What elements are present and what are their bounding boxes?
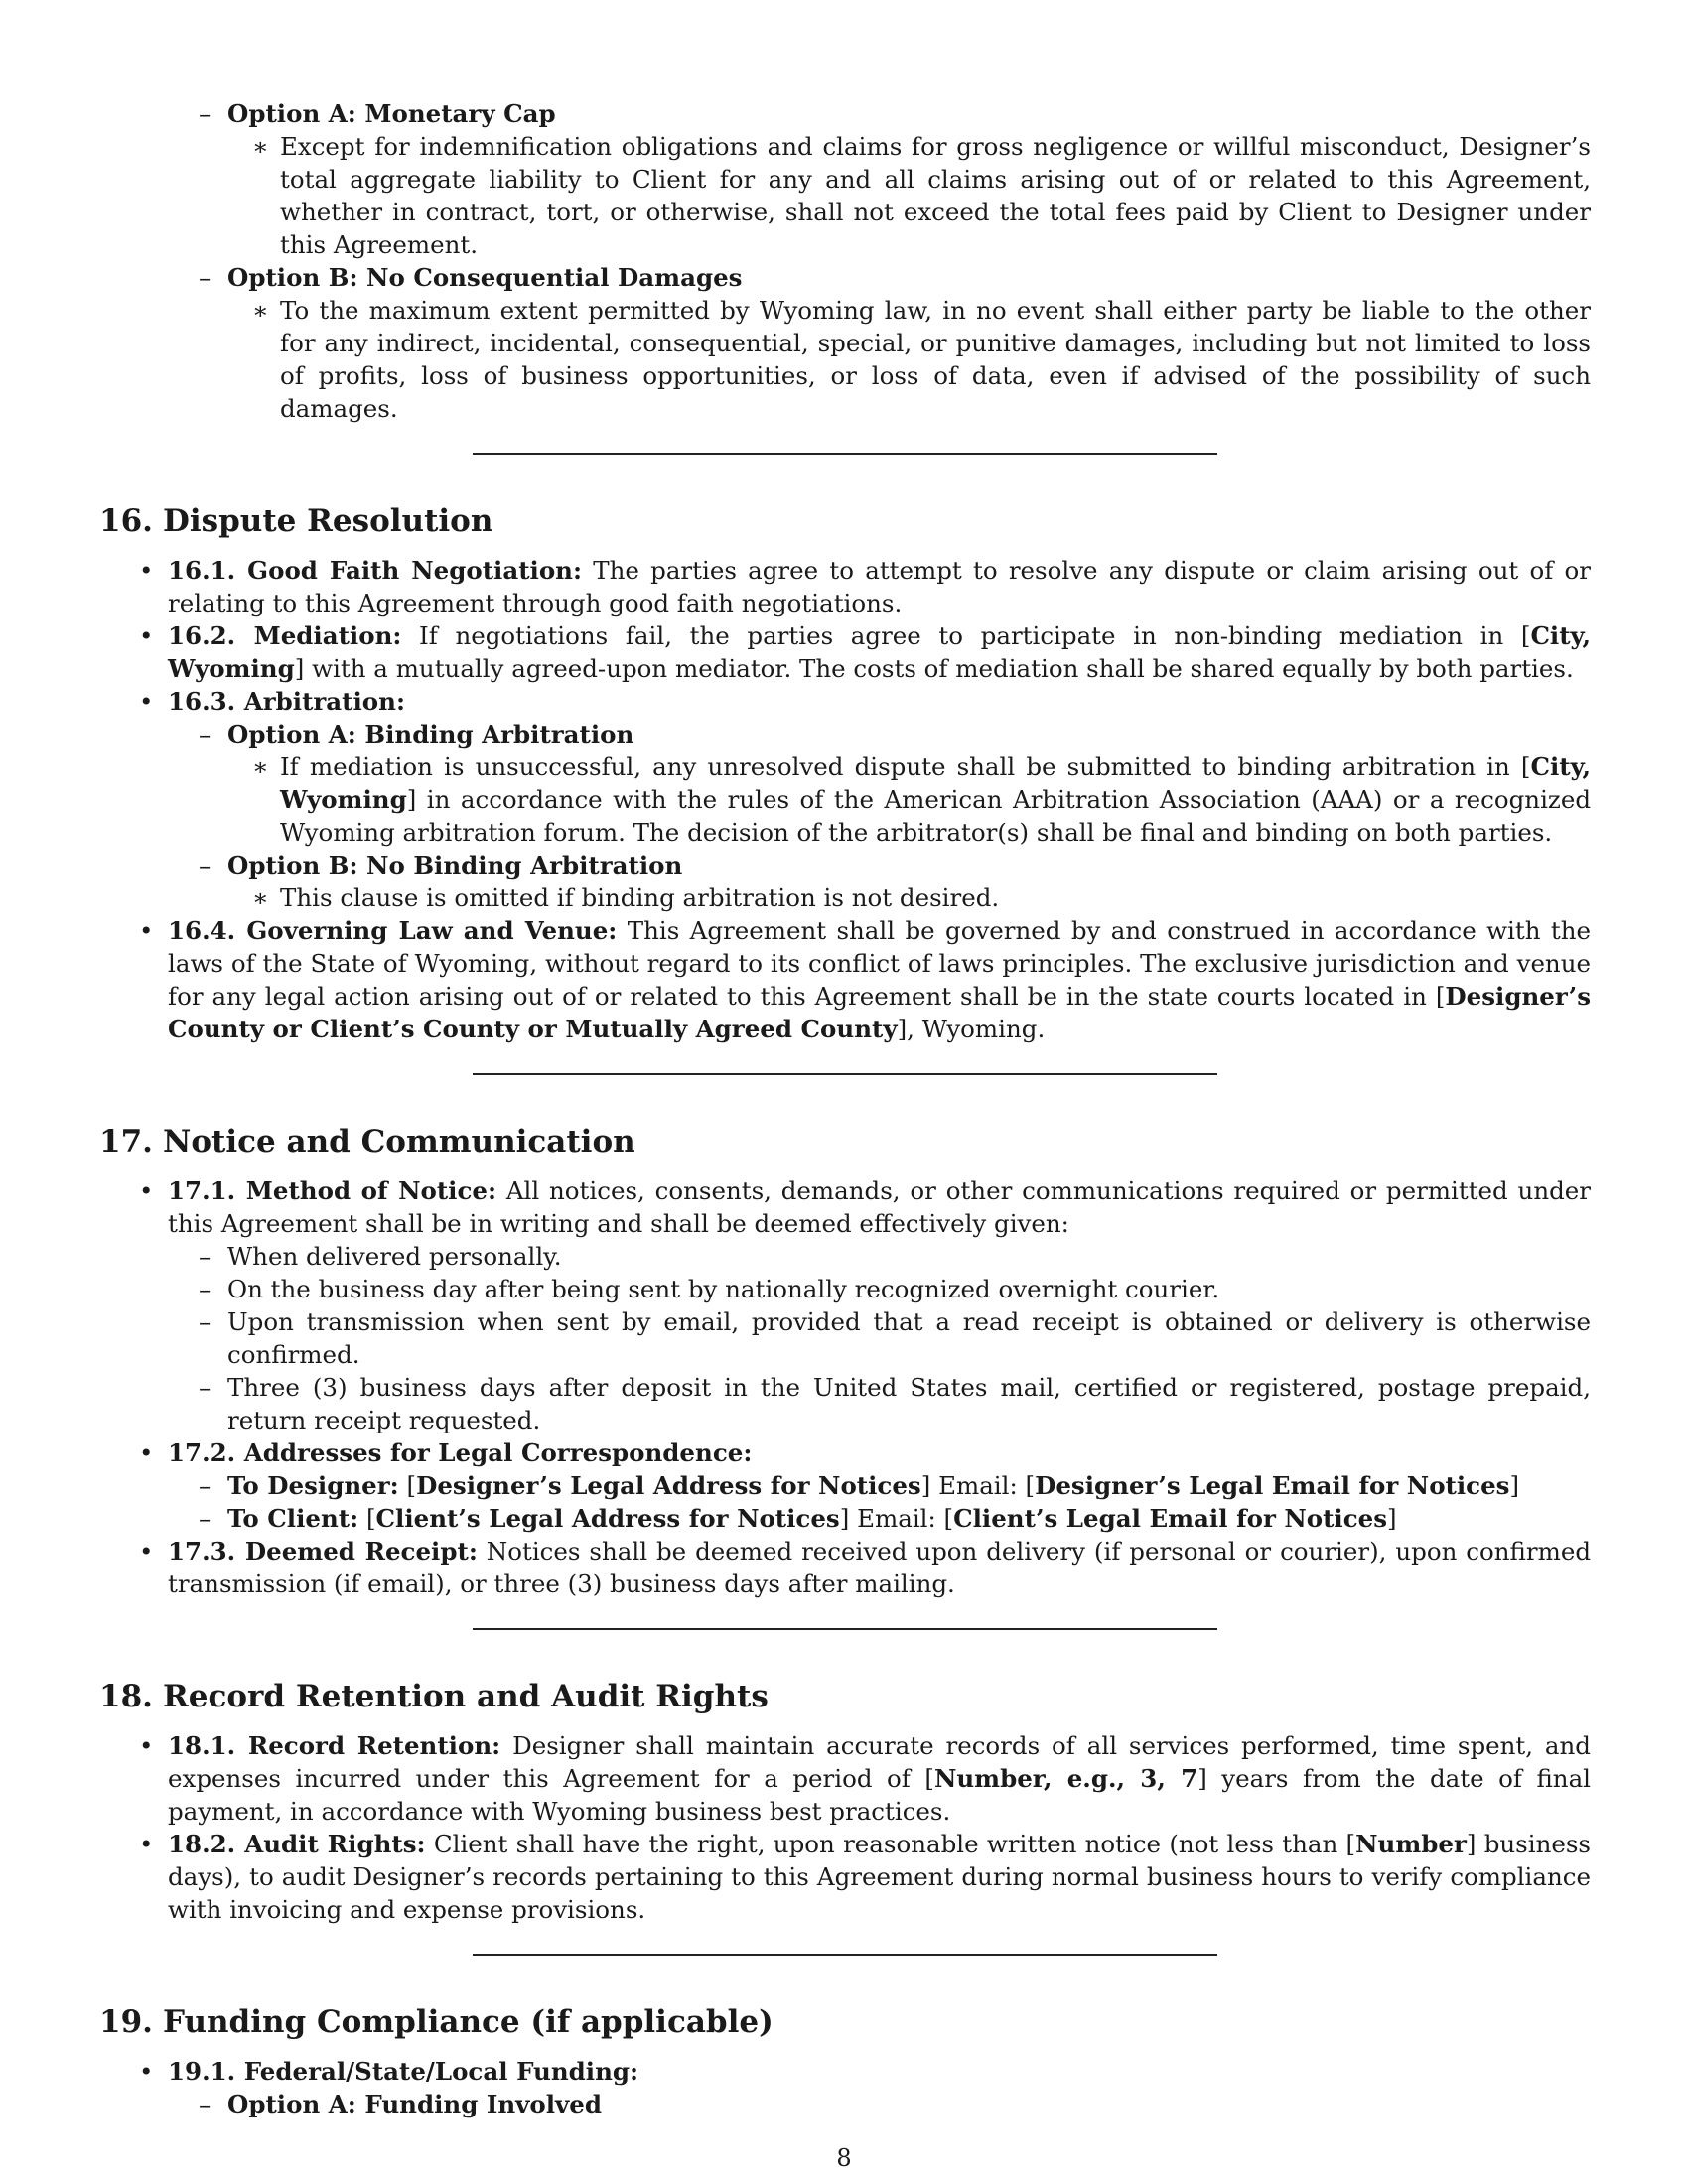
item-16-3-option-a-text: ∗ If mediation is unsuccessful, any unresolved dispute shall be submitted to binding arbitration in [City, Wyoming] in accordance with the rules of the American Arbitration Association (AAA) or a recognized Wyoming arbitration forum. The decision of the arbitrator(s) shall be final and binding on both parties. [99, 751, 1591, 849]
item-18-2: • 18.2. Audit Rights: Client shall have the right, upon reasonable written notice (not less than [Number] business days), to audit Designer’s records pertaining to this Agreement during normal business hours to verify compliance with invoicing and expense provisions. [99, 1828, 1591, 1926]
page-content [99, 97, 1591, 2120]
option-b-text: ∗ To the maximum extent permitted by Wyoming law, in no event shall either party be liable to the other for any indirect, incidental, consequential, special, or punitive damages, including but not limited to loss of profits, loss of business opportunities, or loss of data, even if advised of the possibility of such damages. [99, 294, 1591, 425]
section-17-heading: 17. Notice and Communication [99, 1124, 635, 1160]
item-16-3-option-b-text: ∗ This clause is omitted if binding arbitration is not desired. [99, 882, 1591, 914]
address-to-client: – To Client: [Client’s Legal Address for Notices] Email: [Client’s Legal Email for Notices] [99, 1502, 1591, 1535]
item-19-1-option-a: – Option A: Funding Involved [99, 2088, 1591, 2120]
item-16-3-option-b: – Option B: No Binding Arbitration [99, 849, 1591, 882]
option-a-monetary-cap: – Option A: Monetary Cap [99, 97, 1591, 130]
item-17-3: • 17.3. Deemed Receipt: Notices shall be deemed received upon delivery (if personal or courier), upon confirmed transmission (if email), or three (3) business days after mailing. [99, 1535, 1591, 1600]
item-16-3-option-a: – Option A: Binding Arbitration [99, 718, 1591, 751]
item-17-1: • 17.1. Method of Notice: All notices, consents, demands, or other communications required or permitted under this Agreement shall be in writing and shall be deemed effectively given: [99, 1174, 1591, 1240]
item-19-1: • 19.1. Federal/State/Local Funding: [99, 2055, 1591, 2088]
section-16-heading: 16. Dispute Resolution [99, 503, 493, 539]
page-number: 8 [836, 2144, 852, 2172]
item-17-2: • 17.2. Addresses for Legal Correspondence: [99, 1436, 1591, 1469]
section-19-heading: 19. Funding Compliance (if applicable) [99, 2004, 774, 2040]
item-16-3: • 16.3. Arbitration: [99, 685, 1591, 718]
item-16-2: • 16.2. Mediation: If negotiations fail, the parties agree to participate in non-binding mediation in [City, Wyoming] with a mutually agreed-upon mediator. The costs of mediation shall be shared equally by both parties. [99, 619, 1591, 685]
notice-method: – When delivered personally. [99, 1240, 1591, 1273]
notice-method: – Upon transmission when sent by email, provided that a read receipt is obtained or delivery is otherwise confirmed. [99, 1305, 1591, 1371]
item-16-1: • 16.1. Good Faith Negotiation: The parties agree to attempt to resolve any dispute or claim arising out of or relating to this Agreement through good faith negotiations. [99, 554, 1591, 619]
section-18-heading: 18. Record Retention and Audit Rights [99, 1679, 769, 1714]
item-16-4: • 16.4. Governing Law and Venue: This Agreement shall be governed by and construed in accordance with the laws of the State of Wyoming, without regard to its conflict of laws principles. The exclusive jurisdiction and venue for any legal action arising out of or related to this Agreement shall be in the state courts located in [Designer’s County or Client’s County or Mutually Agreed County], Wyoming. [99, 914, 1591, 1045]
option-b-no-consequential: – Option B: No Consequential Damages [99, 261, 1591, 294]
option-a-text: ∗ Except for indemnification obligations and claims for gross negligence or willful misconduct, Designer’s total aggregate liability to Client for any and all claims arising out of or related to this Agreement, whether in contract, tort, or otherwise, shall not exceed the total fees paid by Client to Designer under this Agreement. [99, 130, 1591, 261]
item-18-1: • 18.1. Record Retention: Designer shall maintain accurate records of all services performed, time spent, and expenses incurred under this Agreement for a period of [Number, e.g., 3, 7] years from the date of final payment, in accordance with Wyoming business best practices. [99, 1729, 1591, 1828]
notice-method: – Three (3) business days after deposit in the United States mail, certified or registered, postage prepaid, return receipt requested. [99, 1371, 1591, 1436]
address-to-designer: – To Designer: [Designer’s Legal Address for Notices] Email: [Designer’s Legal Email for Notices] [99, 1469, 1591, 1502]
notice-method: – On the business day after being sent by nationally recognized overnight courier. [99, 1273, 1591, 1305]
